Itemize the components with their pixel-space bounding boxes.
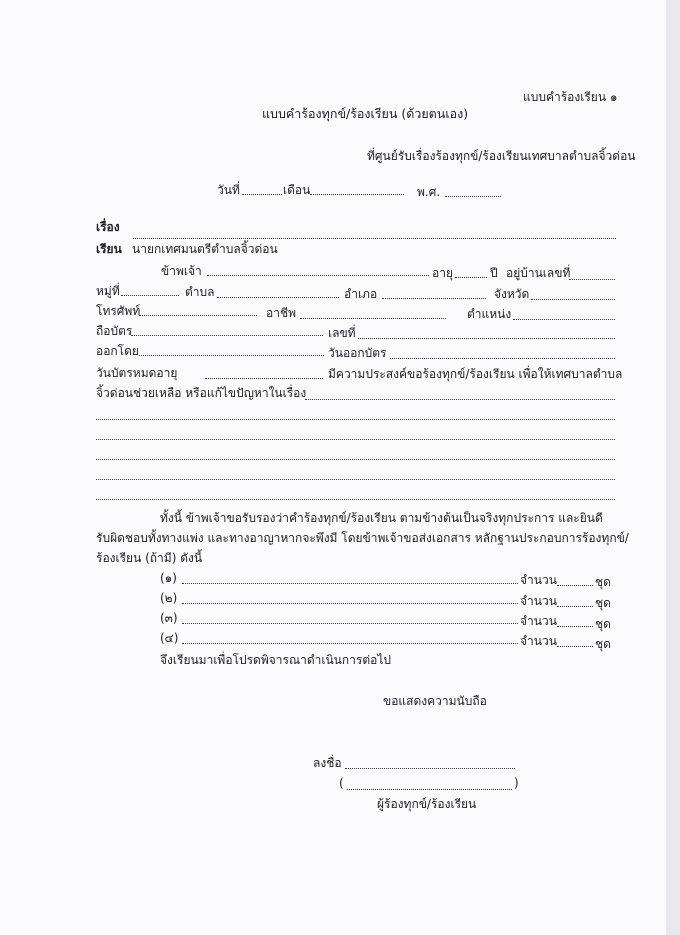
form-number: แบบคำร้องเรียน ๑ <box>523 90 618 104</box>
page-edge <box>666 0 680 935</box>
occupation-label: อาชีพ <box>266 306 296 320</box>
attachment-num: (๓) <box>160 611 178 625</box>
tambon-label: ตำบล <box>185 285 215 299</box>
name-open-paren: ( <box>339 776 344 790</box>
number-label: เลขที่ <box>328 326 356 340</box>
printed-name-field[interactable] <box>347 789 512 790</box>
subject-field[interactable] <box>133 238 616 239</box>
position-field[interactable] <box>513 319 615 320</box>
issued-by-field[interactable] <box>139 355 324 356</box>
attachment-unit: ชุด <box>595 575 611 589</box>
description-line[interactable] <box>96 479 615 480</box>
description-line[interactable] <box>96 419 615 420</box>
card-label: ถือบัตร <box>96 324 133 338</box>
issued-by-label: ออกโดย <box>96 344 139 358</box>
name-field[interactable] <box>207 275 429 276</box>
issue-field[interactable] <box>305 399 615 400</box>
house-no-field[interactable] <box>569 279 615 280</box>
attachment-unit: ชุด <box>595 596 611 610</box>
attachment-field[interactable] <box>182 583 518 584</box>
amphoe-label: อำเภอ <box>344 287 378 301</box>
subject-label: เรื่อง <box>96 220 120 234</box>
issue-date-field[interactable] <box>390 358 615 359</box>
certify-line-1: ทั้งนี้ ข้าพเจ้าขอรับรองว่าคำร้องทุกข์/ร้องเรียน ตามข้างต้นเป็นจริงทุกประการ และยินดี <box>160 511 603 525</box>
attachment-qty-label: จำนวน <box>520 634 557 648</box>
description-line[interactable] <box>96 459 615 460</box>
i-label: ข้าพเจ้า <box>161 264 202 278</box>
attachment-qty-field[interactable] <box>557 606 593 607</box>
day-label: วันที่ <box>217 183 240 197</box>
form-title: แบบคำร้องทุกข์/ร้องเรียน (ด้วยตนเอง) <box>262 106 469 121</box>
to-label: เรียน <box>96 242 122 256</box>
attachment-unit: ชุด <box>595 637 611 651</box>
help-text: จิ้วด่อนช่วยเหลือ หรือแก้ไขปัญหาในเรื่อง <box>96 386 307 400</box>
moo-label: หมู่ที่ <box>96 284 120 298</box>
name-close-paren: ) <box>514 776 519 790</box>
position-label: ตำแหน่ง <box>467 307 512 321</box>
attachment-num: (๔) <box>160 631 179 645</box>
attachment-qty-field[interactable] <box>557 585 593 586</box>
tambon-field[interactable] <box>217 297 339 298</box>
issue-date-label: วันออกบัตร <box>328 346 387 360</box>
moo-field[interactable] <box>121 295 179 296</box>
number-field[interactable] <box>358 338 615 339</box>
certify-line-3: ร้องเรียน (ถ้ามี) ดังนี้ <box>96 551 203 565</box>
closing-text: จึงเรียนมาเพื่อโปรดพิจารณาดำเนินการต่อไป <box>160 653 391 667</box>
attachment-qty-field[interactable] <box>557 626 593 627</box>
attachment-qty-label: จำนวน <box>520 573 557 587</box>
description-line[interactable] <box>96 439 615 440</box>
description-line[interactable] <box>96 499 615 500</box>
signer-role: ผู้ร้องทุกข์/ร้องเรียน <box>377 797 477 811</box>
respect-text: ขอแสดงความนับถือ <box>383 694 487 708</box>
month-field[interactable] <box>310 194 404 195</box>
expiry-label: วันบัตรหมดอายุ <box>96 366 178 380</box>
attachment-qty-label: จำนวน <box>520 614 557 628</box>
attachment-qty-field[interactable] <box>557 646 593 647</box>
year-field[interactable] <box>445 196 501 197</box>
phone-label: โทรศัพท์ <box>96 304 141 318</box>
occupation-field[interactable] <box>300 318 446 319</box>
certify-line-2: รับผิดชอบทั้งทางแพ่ง และทางอาญาหากจะพึงมี โดยข้าพเจ้าขอส่งเอกสาร หลักฐานประกอบการร้องทุกข์/ <box>96 531 629 545</box>
year-label: พ.ศ. <box>417 185 441 199</box>
province-label: จังหวัด <box>494 287 530 301</box>
attachment-field[interactable] <box>182 623 518 624</box>
month-label: เดือน <box>283 183 311 197</box>
attachment-unit: ชุด <box>595 617 611 631</box>
expiry-field[interactable] <box>205 378 323 379</box>
attachment-field[interactable] <box>182 643 518 644</box>
sign-label: ลงชื่อ <box>313 756 342 770</box>
age-label: อายุ <box>432 266 453 280</box>
attachment-num: (๒) <box>160 591 178 605</box>
signature-field[interactable] <box>345 768 515 769</box>
phone-field[interactable] <box>139 315 257 316</box>
to-value: นายกเทศมนตรีตำบลจิ้วด่อน <box>132 242 278 256</box>
amphoe-field[interactable] <box>382 298 486 299</box>
day-field[interactable] <box>242 194 282 195</box>
age-field[interactable] <box>455 277 487 278</box>
attachment-num: (๑) <box>160 571 177 585</box>
intent-text: มีความประสงค์ขอร้องทุกข์/ร้องเรียน เพื่อให้เทศบาลตำบล <box>328 367 623 381</box>
house-no-label: อยู่บ้านเลขที่ <box>506 266 571 280</box>
card-field[interactable] <box>131 335 323 336</box>
attachment-field[interactable] <box>182 603 518 604</box>
year-unit: ปี <box>490 266 498 280</box>
attachment-qty-label: จำนวน <box>520 594 557 608</box>
province-field[interactable] <box>531 299 615 300</box>
office-name: ที่ศูนย์รับเรื่องร้องทุกข์/ร้องเรียนเทศบาลตำบลจิ้วด่อน <box>367 149 636 163</box>
